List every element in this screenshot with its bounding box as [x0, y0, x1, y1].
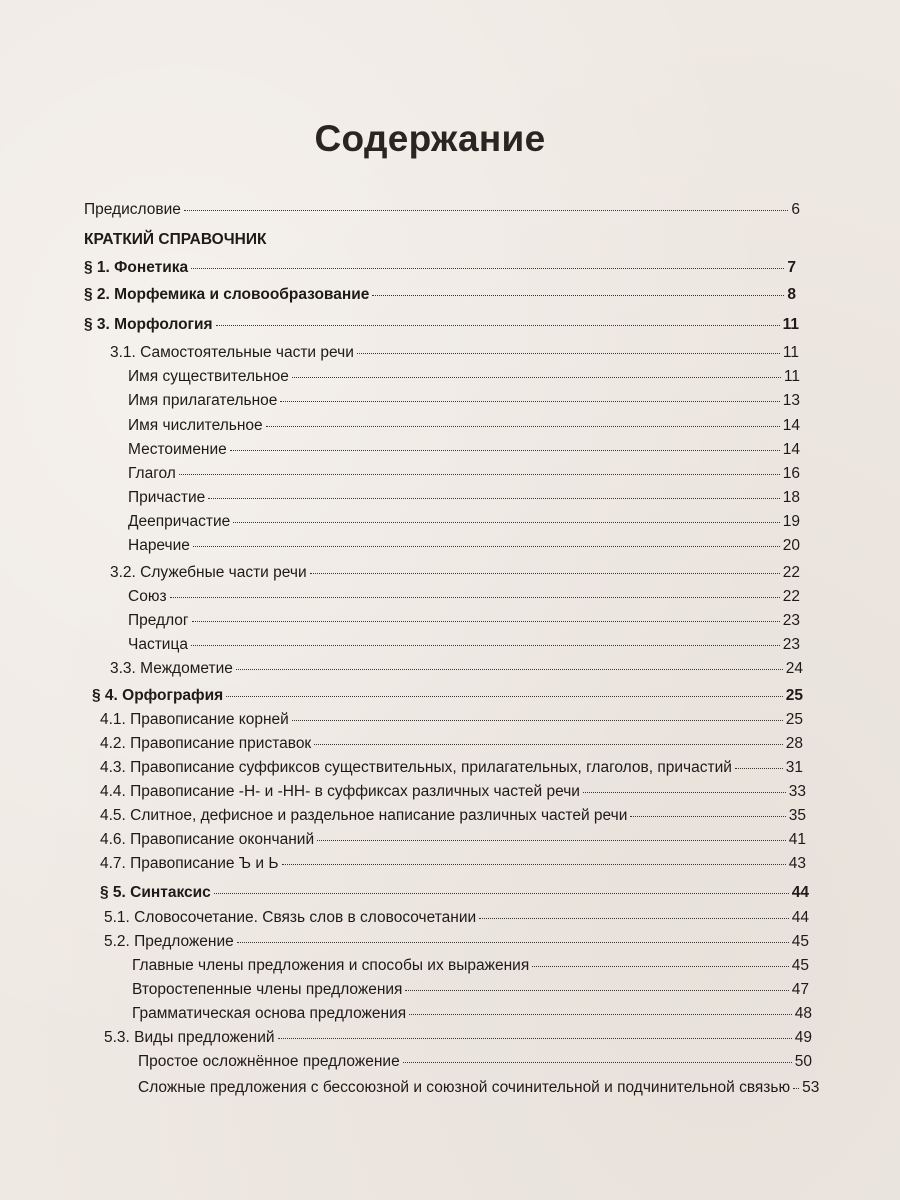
- toc-entry-page-number: 22: [782, 588, 800, 605]
- dot-leader: [170, 597, 780, 598]
- toc-entry-label: 4.2. Правописание приставок: [100, 735, 312, 752]
- toc-entry-label: 4.5. Слитное, дефисное и раздельное написание различных частей речи: [100, 807, 628, 824]
- toc-entry-label: Имя прилагательное: [128, 392, 278, 409]
- toc-entry-label: Грамматическая основа предложения: [132, 1005, 407, 1022]
- toc-entry-page-number: 13: [782, 392, 800, 409]
- toc-entry[interactable]: [128, 440, 800, 460]
- toc-entry-page-number: 41: [788, 831, 806, 848]
- dot-leader: [193, 546, 780, 547]
- dot-leader: [179, 474, 780, 475]
- toc-entry-page-number: 18: [782, 489, 800, 506]
- toc-entry-label: 4.1. Правописание корней: [100, 711, 289, 728]
- dot-leader: [310, 573, 780, 574]
- dot-leader: [192, 621, 780, 622]
- toc-entry[interactable]: [92, 686, 803, 706]
- toc-entry-page-number: 44: [791, 884, 809, 901]
- toc-entry[interactable]: [84, 258, 796, 278]
- toc-entry-label: Деепричастие: [128, 513, 231, 530]
- toc-entry-label: Местоимение: [128, 441, 227, 458]
- toc-entry-label: 4.7. Правописание Ъ и Ь: [100, 855, 279, 872]
- toc-entry-label: Союз: [128, 588, 167, 605]
- toc-entry[interactable]: [100, 710, 803, 730]
- dot-leader: [216, 325, 780, 326]
- toc-entry-page-number: 11: [782, 316, 799, 333]
- toc-entry[interactable]: [110, 659, 803, 679]
- toc-entry-label: Предисловие: [84, 201, 181, 218]
- toc-entry-page-number: 48: [794, 1005, 812, 1022]
- toc-entry-label: Глагол: [128, 465, 176, 482]
- toc-entry-page-number: 43: [788, 855, 806, 872]
- dot-leader: [233, 522, 780, 523]
- toc-entry-page-number: 11: [782, 344, 799, 361]
- toc-entry[interactable]: [128, 464, 800, 484]
- toc-entry[interactable]: [128, 536, 800, 556]
- toc-entry[interactable]: [128, 635, 800, 655]
- toc-entry[interactable]: [84, 285, 796, 305]
- toc-entry[interactable]: [110, 343, 799, 363]
- toc-entry-label: 5.1. Словосочетание. Связь слов в словосочетании: [104, 909, 477, 926]
- toc-entry[interactable]: [84, 200, 800, 220]
- toc-entry-page-number: 50: [794, 1053, 812, 1070]
- toc-entry-label: Простое осложнённое предложение: [138, 1053, 400, 1070]
- toc-entry-page-number: 16: [782, 465, 800, 482]
- toc-entry[interactable]: [128, 391, 800, 411]
- dot-leader: [230, 450, 780, 451]
- dot-leader: [372, 295, 784, 296]
- toc-entry-label: Частица: [128, 636, 188, 653]
- dot-leader: [280, 401, 779, 402]
- dot-leader: [405, 990, 788, 991]
- dot-leader: [583, 792, 786, 793]
- dot-leader: [237, 942, 789, 943]
- dot-leader: [214, 893, 789, 894]
- toc-section-heading: КРАТКИЙ СПРАВОЧНИК: [84, 231, 267, 248]
- dot-leader: [191, 268, 784, 269]
- toc-entry-label: 3.3. Междометие: [110, 660, 233, 677]
- dot-leader: [403, 1062, 792, 1063]
- toc-entry[interactable]: [104, 932, 809, 952]
- dot-leader: [357, 353, 780, 354]
- toc-entry-page-number: 25: [785, 687, 803, 704]
- toc-entry-label: 4.6. Правописание окончаний: [100, 831, 315, 848]
- toc-entry-label: Наречие: [128, 537, 190, 554]
- toc-entry[interactable]: [128, 488, 800, 508]
- toc-entry-page-number: 45: [791, 957, 809, 974]
- toc-entry-label: 5.2. Предложение: [104, 933, 234, 950]
- dot-leader: [317, 840, 786, 841]
- toc-entry[interactable]: [100, 782, 806, 802]
- toc-entry-page-number: 20: [782, 537, 800, 554]
- toc-entry-label: § 2. Морфемика и словообразование: [84, 286, 370, 303]
- toc-entry[interactable]: [128, 367, 800, 387]
- toc-entry-page-number: 14: [782, 417, 800, 434]
- toc-entry-page-number: 7: [787, 259, 796, 276]
- toc-entry-label: Предлог: [128, 612, 189, 629]
- toc-entry-label: 5.3. Виды предложений: [104, 1029, 275, 1046]
- dot-leader: [479, 918, 789, 919]
- dot-leader: [409, 1014, 792, 1015]
- dot-leader: [292, 720, 783, 721]
- dot-leader: [184, 210, 789, 211]
- toc-entry-label: Сложные предложения с бессоюзной и союзной сочинительной и подчинительной связью: [138, 1079, 791, 1096]
- toc-entry[interactable]: [84, 315, 799, 335]
- toc-entry[interactable]: [104, 1028, 812, 1048]
- dot-leader: [191, 645, 780, 646]
- toc-entry-page-number: 6: [791, 201, 800, 218]
- dot-leader: [314, 744, 783, 745]
- toc-entry-page-number: 8: [787, 286, 796, 303]
- page-title: Содержание: [314, 118, 546, 159]
- toc-entry[interactable]: [100, 806, 806, 826]
- dot-leader: [266, 426, 780, 427]
- dot-leader: [236, 669, 783, 670]
- toc-entry[interactable]: [100, 734, 803, 754]
- dot-leader: [278, 1038, 792, 1039]
- toc-entry-label: Главные члены предложения и способы их выражения: [132, 957, 530, 974]
- toc-entry[interactable]: [132, 956, 809, 976]
- dot-leader: [735, 768, 783, 769]
- dot-leader: [282, 864, 786, 865]
- toc-entry-page-number: 22: [782, 564, 800, 581]
- toc-entry-page-number: 47: [791, 981, 809, 998]
- toc-entry-label: 3.1. Самостоятельные части речи: [110, 344, 354, 361]
- toc-entry[interactable]: [100, 854, 806, 874]
- toc-entry-label: 4.4. Правописание -Н- и -НН- в суффиксах различных частей речи: [100, 783, 580, 800]
- dot-leader: [208, 498, 780, 499]
- toc-entry[interactable]: [100, 830, 806, 850]
- toc-entry[interactable]: [110, 563, 800, 583]
- toc-entry[interactable]: [138, 1052, 812, 1072]
- toc-entry-label: § 4. Орфография: [92, 687, 224, 704]
- toc-entry-page-number: 35: [788, 807, 806, 824]
- toc-entry-page-number: 31: [785, 759, 803, 776]
- toc-entry-label: § 1. Фонетика: [84, 259, 189, 276]
- toc-entry-page-number: 14: [782, 441, 800, 458]
- toc-entry[interactable]: [132, 980, 809, 1000]
- toc-entry-page-number: 45: [791, 933, 809, 950]
- toc-entry-label: § 5. Синтаксис: [100, 884, 211, 901]
- toc-entry-page-number: 24: [785, 660, 803, 677]
- toc-entry-page-number: 25: [785, 711, 803, 728]
- toc-entry-page-number: 23: [782, 612, 800, 629]
- toc-entry[interactable]: [128, 611, 800, 631]
- toc-entry[interactable]: [132, 1004, 812, 1024]
- toc-entry-label: Имя числительное: [128, 417, 263, 434]
- toc-entry-label: Имя существительное: [128, 368, 289, 385]
- toc-entry[interactable]: [128, 587, 800, 607]
- toc-entry-label: Причастие: [128, 489, 206, 506]
- dot-leader: [292, 377, 781, 378]
- toc-entry-label: Второстепенные члены предложения: [132, 981, 403, 998]
- toc-entry[interactable]: [138, 1078, 820, 1098]
- dot-leader: [630, 816, 785, 817]
- toc-entry[interactable]: [104, 908, 809, 928]
- toc-entry-page-number: 28: [785, 735, 803, 752]
- toc-entry[interactable]: [128, 416, 800, 436]
- toc-entry-label: 3.2. Служебные части речи: [110, 564, 307, 581]
- toc-entry-page-number: 33: [788, 783, 806, 800]
- dot-leader: [226, 696, 783, 697]
- toc-entry[interactable]: [128, 512, 800, 532]
- toc-entry-page-number: 53: [802, 1079, 820, 1096]
- toc-entry-page-number: 49: [794, 1029, 812, 1046]
- toc-entry-page-number: 19: [782, 513, 800, 530]
- toc-entry-label: § 3. Морфология: [84, 316, 213, 333]
- toc-entry-label: 4.3. Правописание суффиксов существительных, прилагательных, глаголов, причастий: [100, 759, 732, 776]
- toc-entry[interactable]: [100, 758, 803, 778]
- toc-entry-page-number: 23: [782, 636, 800, 653]
- toc-entry-page-number: 44: [791, 909, 809, 926]
- toc-entry[interactable]: [100, 883, 809, 903]
- dot-leader: [532, 966, 789, 967]
- dot-leader: [793, 1088, 799, 1089]
- toc-entry-page-number: 11: [783, 368, 800, 385]
